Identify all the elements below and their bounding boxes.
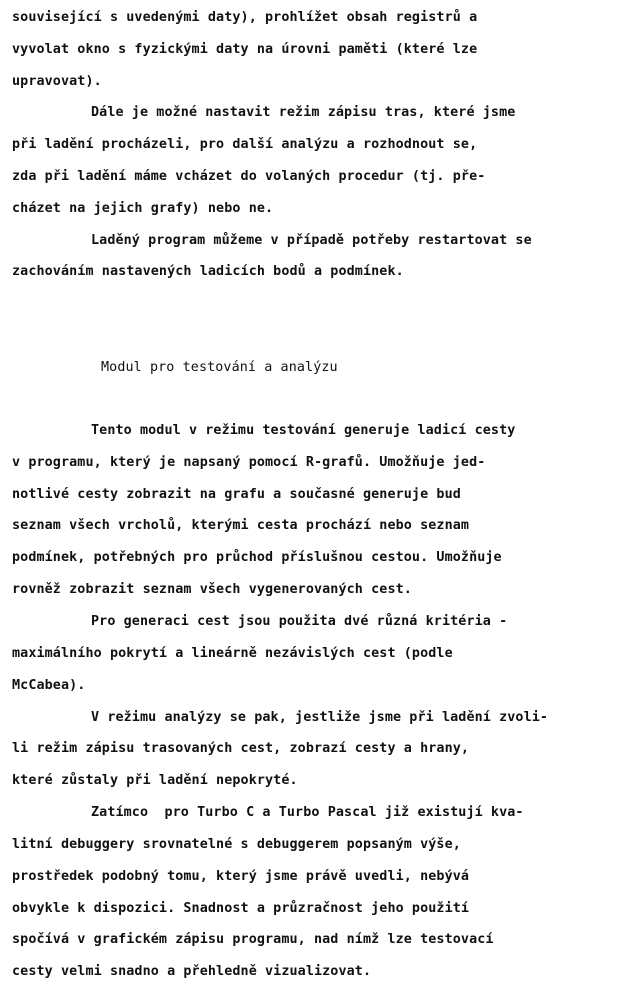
- text-line: cházet na jejich grafy) nebo ne.: [12, 201, 274, 216]
- text-line: Dále je možné nastavit režim zápisu tras, které jsme: [91, 105, 516, 120]
- text-line: zda při ladění máme vcházet do volaných procedur (tj. pře-: [12, 169, 486, 184]
- text-line: McCabea).: [12, 678, 86, 693]
- text-line: zachováním nastavených ladicích bodů a podmínek.: [12, 264, 404, 279]
- text-line: vyvolat okno s fyzickými daty na úrovni paměti (které lze: [12, 42, 478, 57]
- text-line: V režimu analýzy se pak, jestliže jsme při ladění zvoli-: [91, 710, 549, 725]
- text-line: spočívá v grafickém zápisu programu, nad nímž lze testovací: [12, 932, 494, 947]
- text-line: podmínek, potřebných pro průchod příslušnou cestou. Umožňuje: [12, 550, 502, 565]
- text-line: cesty velmi snadno a přehledně vizualizovat.: [12, 964, 372, 979]
- text-line: Zatímco pro Turbo C a Turbo Pascal již existují kva-: [91, 805, 524, 820]
- text-line: v programu, který je napsaný pomocí R-grafů. Umožňuje jed-: [12, 455, 486, 470]
- text-line: při ladění procházeli, pro další analýzu a rozhodnout se,: [12, 137, 478, 152]
- text-line: notlivé cesty zobrazit na grafu a současné generuje bud: [12, 487, 461, 502]
- text-line: prostředek podobný tomu, který jsme právě uvedli, nebývá: [12, 869, 470, 884]
- text-line: maximálního pokrytí a lineárně nezávislých cest (podle: [12, 646, 453, 661]
- text-line: litní debuggery srovnatelné s debuggerem popsaným výše,: [12, 837, 461, 852]
- text-line: Laděný program můžeme v případě potřeby restartovat se: [91, 233, 532, 248]
- text-line: rovněž zobrazit seznam všech vygenerovaných cest.: [12, 582, 412, 597]
- text-line: upravovat).: [12, 74, 102, 89]
- text-line: Tento modul v režimu testování generuje ladicí cesty: [91, 423, 516, 438]
- text-line: seznam všech vrcholů, kterými cesta prochází nebo seznam: [12, 518, 470, 533]
- text-line: související s uvedenými daty), prohlížet obsah registrů a: [12, 10, 478, 25]
- section-heading: Modul pro testování a analýzu: [101, 360, 338, 375]
- text-line: Pro generaci cest jsou použita dvé různá kritéria -: [91, 614, 508, 629]
- text-line: obvykle k dispozici. Snadnost a průzračnost jeho použití: [12, 901, 470, 916]
- text-line: které zůstaly při ladění nepokryté.: [12, 773, 298, 788]
- text-line: li režim zápisu trasovaných cest, zobrazí cesty a hrany,: [12, 741, 470, 756]
